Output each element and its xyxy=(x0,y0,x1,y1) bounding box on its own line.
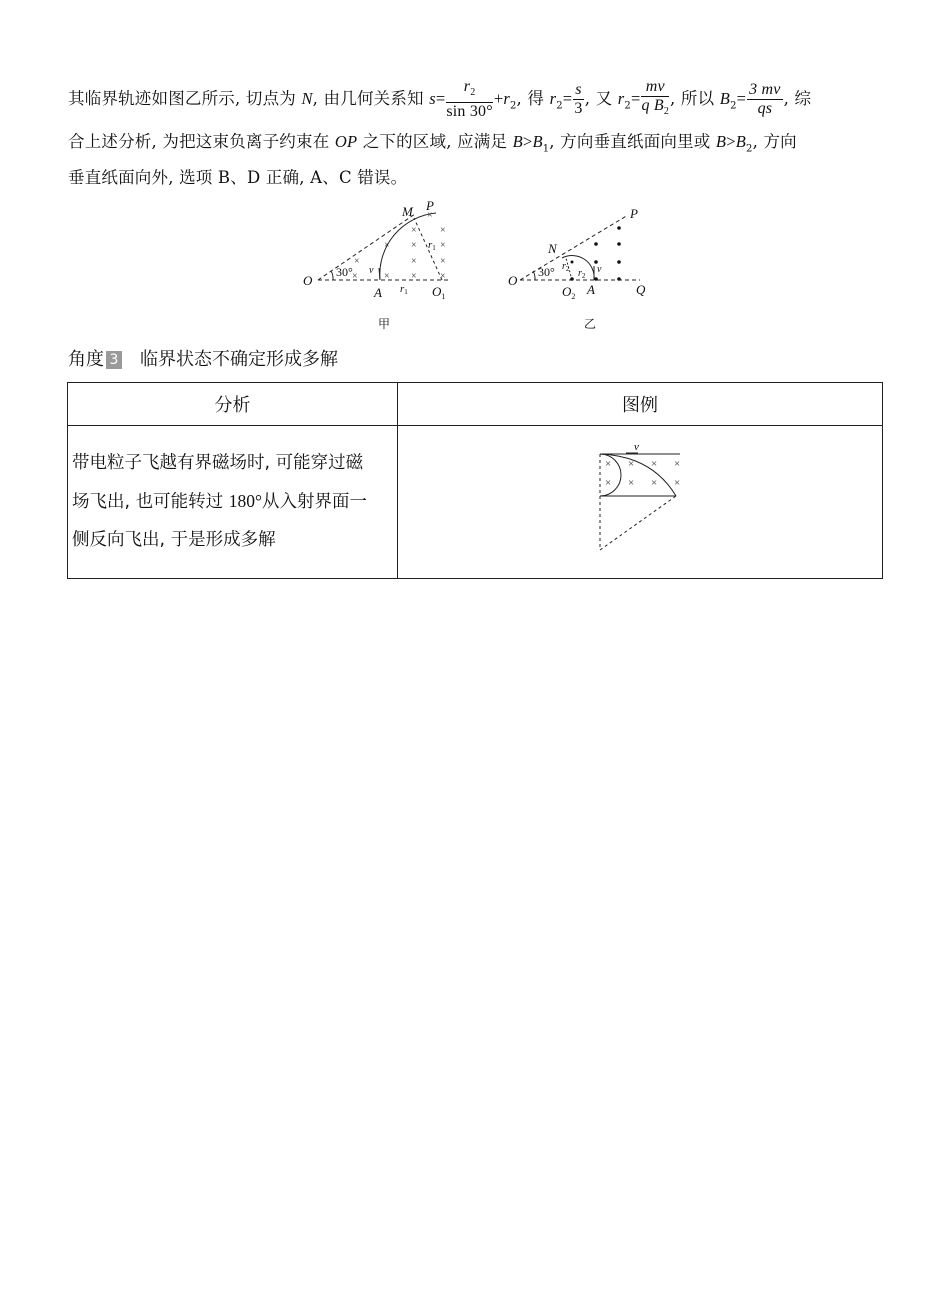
text: 垂直纸面向外, 选项 B、D 正确, A、C 错误。 xyxy=(68,168,408,187)
cross: × xyxy=(440,271,446,282)
sub: 2 xyxy=(571,292,576,301)
cross: × xyxy=(440,240,446,251)
diag-dashed xyxy=(600,496,676,550)
r: r xyxy=(562,261,566,272)
r: r xyxy=(428,239,433,251)
sub: 1 xyxy=(404,288,408,296)
paragraph-line-3 xyxy=(68,164,407,188)
labels-yi xyxy=(508,206,646,331)
cross: × xyxy=(651,458,658,470)
heading-number-badge: 3 xyxy=(106,351,122,369)
cross: × xyxy=(440,225,446,236)
var-r: r xyxy=(503,89,510,109)
label-P: P xyxy=(426,198,434,213)
var-B: B xyxy=(715,132,727,151)
labels-jia xyxy=(303,198,445,331)
cross: × xyxy=(352,271,358,282)
3mv: 3 mv xyxy=(749,81,781,99)
large-arc xyxy=(600,454,676,496)
sub: 2 xyxy=(565,265,570,273)
label-O1 xyxy=(432,284,445,301)
label-v: v xyxy=(597,264,602,275)
sub: 2 xyxy=(746,143,753,155)
sub: 2 xyxy=(556,100,563,112)
dot xyxy=(617,277,621,281)
three: 3 xyxy=(574,100,583,118)
text: 从入射界面一 xyxy=(261,492,367,512)
var-B: B xyxy=(735,132,746,151)
dot xyxy=(570,277,574,281)
label-O1-text: O xyxy=(432,284,442,299)
cross: × xyxy=(628,458,635,470)
label-N: N xyxy=(548,241,557,256)
label-r2-b xyxy=(578,268,586,280)
label-r2-a xyxy=(562,261,570,273)
mv: mv xyxy=(645,78,665,95)
gt: > xyxy=(726,132,736,151)
crosses xyxy=(605,458,680,489)
r: r xyxy=(400,283,405,295)
fraction-r2-over-sin30 xyxy=(446,78,492,121)
text: , 由几何关系知 xyxy=(312,89,430,109)
qB: q B xyxy=(641,97,664,114)
paragraph-line-2 xyxy=(68,128,797,154)
label-P: P xyxy=(630,206,638,221)
dot xyxy=(617,242,621,246)
text: , 又 xyxy=(584,89,618,109)
r: r xyxy=(578,268,582,279)
analysis-line-3: 侧反向飞出, 于是形成多解 xyxy=(72,530,276,550)
label-angle: 30° xyxy=(336,265,353,279)
sub: 1 xyxy=(542,143,550,155)
label-O: O xyxy=(508,273,518,288)
sin30: sin 30° xyxy=(446,103,493,121)
label-r1-bottom xyxy=(400,283,408,296)
cross: × xyxy=(628,477,635,489)
fraction-3mv-over-qs xyxy=(747,81,782,118)
qs: qs xyxy=(757,100,773,118)
cross: × xyxy=(605,477,612,489)
sub: 2 xyxy=(509,100,517,112)
analysis-cell xyxy=(68,426,398,579)
sub: 2 xyxy=(470,87,476,99)
text: 其临界轨迹如图乙所示, 切点为 xyxy=(68,89,302,109)
sub: 2 xyxy=(663,106,670,118)
var-OP: OP xyxy=(334,132,358,151)
dot xyxy=(594,242,598,246)
cross: × xyxy=(605,458,612,470)
caption-yi: 乙 xyxy=(584,317,597,331)
cross: × xyxy=(674,458,681,470)
example-diagram xyxy=(596,442,696,557)
equals: = xyxy=(736,89,747,109)
label-M: M xyxy=(402,204,413,219)
var-r: r xyxy=(617,89,625,109)
sub: 1 xyxy=(441,292,446,301)
text: 之下的区域, 应满足 xyxy=(357,132,513,151)
equals: = xyxy=(630,89,641,109)
section-heading xyxy=(68,345,338,371)
cross: × xyxy=(440,256,446,267)
heading-title: 临界状态不确定形成多解 xyxy=(140,349,338,370)
cross: × xyxy=(427,210,433,221)
equals: = xyxy=(562,89,573,109)
label-A: A xyxy=(374,285,382,300)
fraction-mv-over-qB2 xyxy=(641,78,669,121)
text: , 综 xyxy=(783,89,812,109)
var-N: N xyxy=(301,89,313,109)
text: , 所以 xyxy=(670,89,720,109)
equals: = xyxy=(435,89,446,109)
text: 合上述分析, 为把这束负离子约束在 xyxy=(68,132,335,151)
cross: × xyxy=(411,225,417,236)
header-example: 图例 xyxy=(398,383,883,426)
cross: × xyxy=(651,477,658,489)
label-v: v xyxy=(369,265,374,276)
table-row xyxy=(68,426,883,579)
cross: × xyxy=(354,256,360,267)
heading-prefix: 角度 xyxy=(68,349,104,370)
ray-OP xyxy=(520,215,628,280)
header-analysis: 分析 xyxy=(68,383,398,426)
dot xyxy=(571,261,574,264)
var-B: B xyxy=(532,132,543,151)
dot xyxy=(617,226,621,230)
label-O2-text: O xyxy=(562,284,572,299)
sub: 2 xyxy=(581,272,586,280)
cross: × xyxy=(674,477,681,489)
label-Q: Q xyxy=(636,282,646,297)
analysis-line-1: 带电粒子飞越有界磁场时, 可能穿过磁 xyxy=(72,453,364,473)
var-s: s xyxy=(429,89,436,109)
label-angle: 30° xyxy=(538,265,555,279)
var-r: r xyxy=(549,89,557,109)
angle-arc xyxy=(331,271,333,280)
sub: 1 xyxy=(432,244,436,252)
angle-arc xyxy=(533,271,535,280)
cross: × xyxy=(411,271,417,282)
label-r1-side xyxy=(428,239,436,252)
text: , 方向垂直纸面向里或 xyxy=(549,132,716,151)
sub: 2 xyxy=(730,100,737,112)
text: , 方向 xyxy=(752,132,797,151)
plus: + xyxy=(493,89,504,109)
example-cell xyxy=(398,426,883,579)
var-r: r xyxy=(463,78,471,95)
figures-jia-yi xyxy=(300,198,660,338)
dot xyxy=(617,260,621,264)
cross: × xyxy=(384,240,390,251)
text: , 得 xyxy=(516,89,550,109)
label-O: O xyxy=(303,273,313,288)
caption-jia: 甲 xyxy=(378,317,391,331)
analysis-text xyxy=(69,427,396,559)
text: 场飞出, 也可能转过 xyxy=(72,492,229,512)
angle-180: 180° xyxy=(228,491,262,511)
label-A: A xyxy=(587,282,595,297)
cross: × xyxy=(411,240,417,251)
label-O2 xyxy=(562,284,575,301)
gt: > xyxy=(522,132,533,151)
cross: × xyxy=(411,256,417,267)
analysis-table xyxy=(67,382,883,579)
sub: 2 xyxy=(624,100,631,112)
cross: × xyxy=(384,271,390,282)
label-v: v xyxy=(634,442,639,453)
table-header-row xyxy=(68,383,883,426)
fraction-s-over-3 xyxy=(573,81,583,118)
var-B: B xyxy=(719,89,731,109)
ray-OP xyxy=(318,214,415,280)
var-s: s xyxy=(575,81,582,99)
paragraph-line-1 xyxy=(68,78,811,121)
var-B: B xyxy=(512,132,523,151)
dot xyxy=(594,277,598,281)
analysis-line-2 xyxy=(72,482,394,521)
